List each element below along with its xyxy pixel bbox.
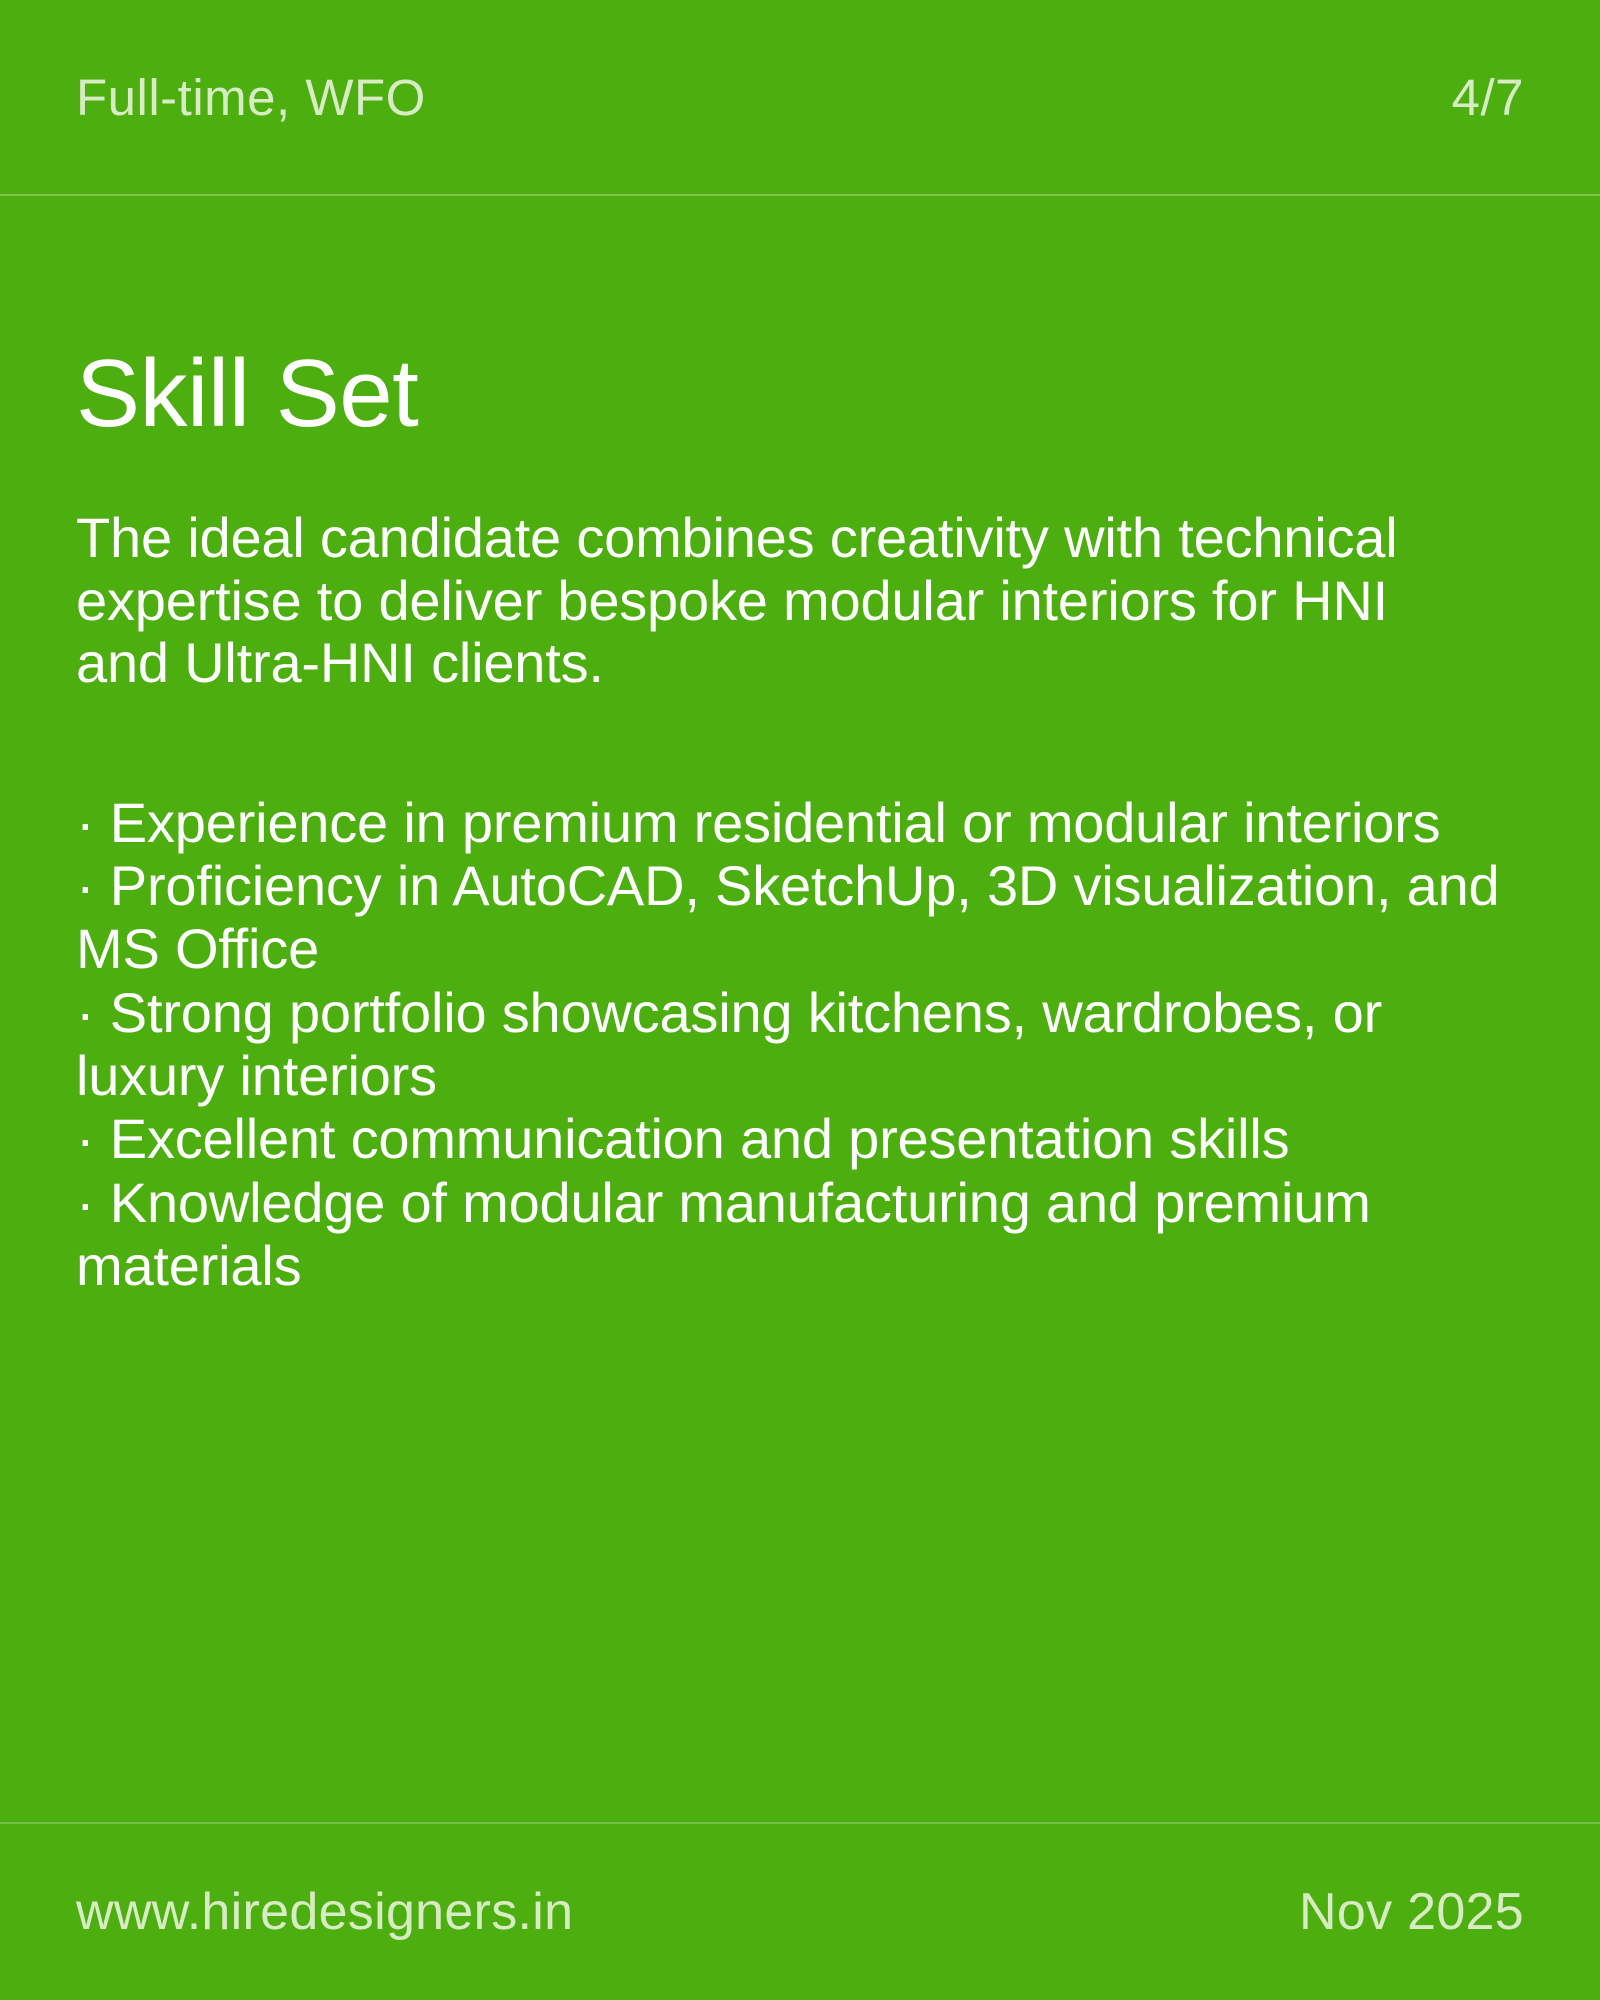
skill-list (76, 791, 1524, 1297)
slide-footer (0, 1822, 1600, 2000)
slide-content (0, 196, 1600, 1822)
intro-paragraph: The ideal candidate combines creativity with technical expertise to deliver bespoke modular interiors for HNI and Ultra-HNI clients. (76, 505, 1398, 695)
page-title: Skill Set (76, 340, 419, 447)
list-item: · Experience in premium residential or modular interiors (76, 790, 1441, 854)
list-item: · Proficiency in AutoCAD, SketchUp, 3D visualization, and MS Office (76, 854, 1500, 981)
slide-header (0, 0, 1600, 196)
list-item: · Strong portfolio showcasing kitchens, wardrobes, or luxury interiors (76, 980, 1383, 1108)
list-item: · Excellent communication and presentation skills (76, 1107, 1290, 1171)
employment-type-label: Full-time, WFO (76, 68, 426, 126)
page-indicator: 4/7 (1451, 68, 1524, 126)
website-link[interactable]: www.hiredesigners.in (76, 1883, 574, 1941)
list-item: · Knowledge of modular manufacturing and premium materials (76, 1170, 1371, 1297)
date-label: Nov 2025 (1299, 1883, 1524, 1941)
